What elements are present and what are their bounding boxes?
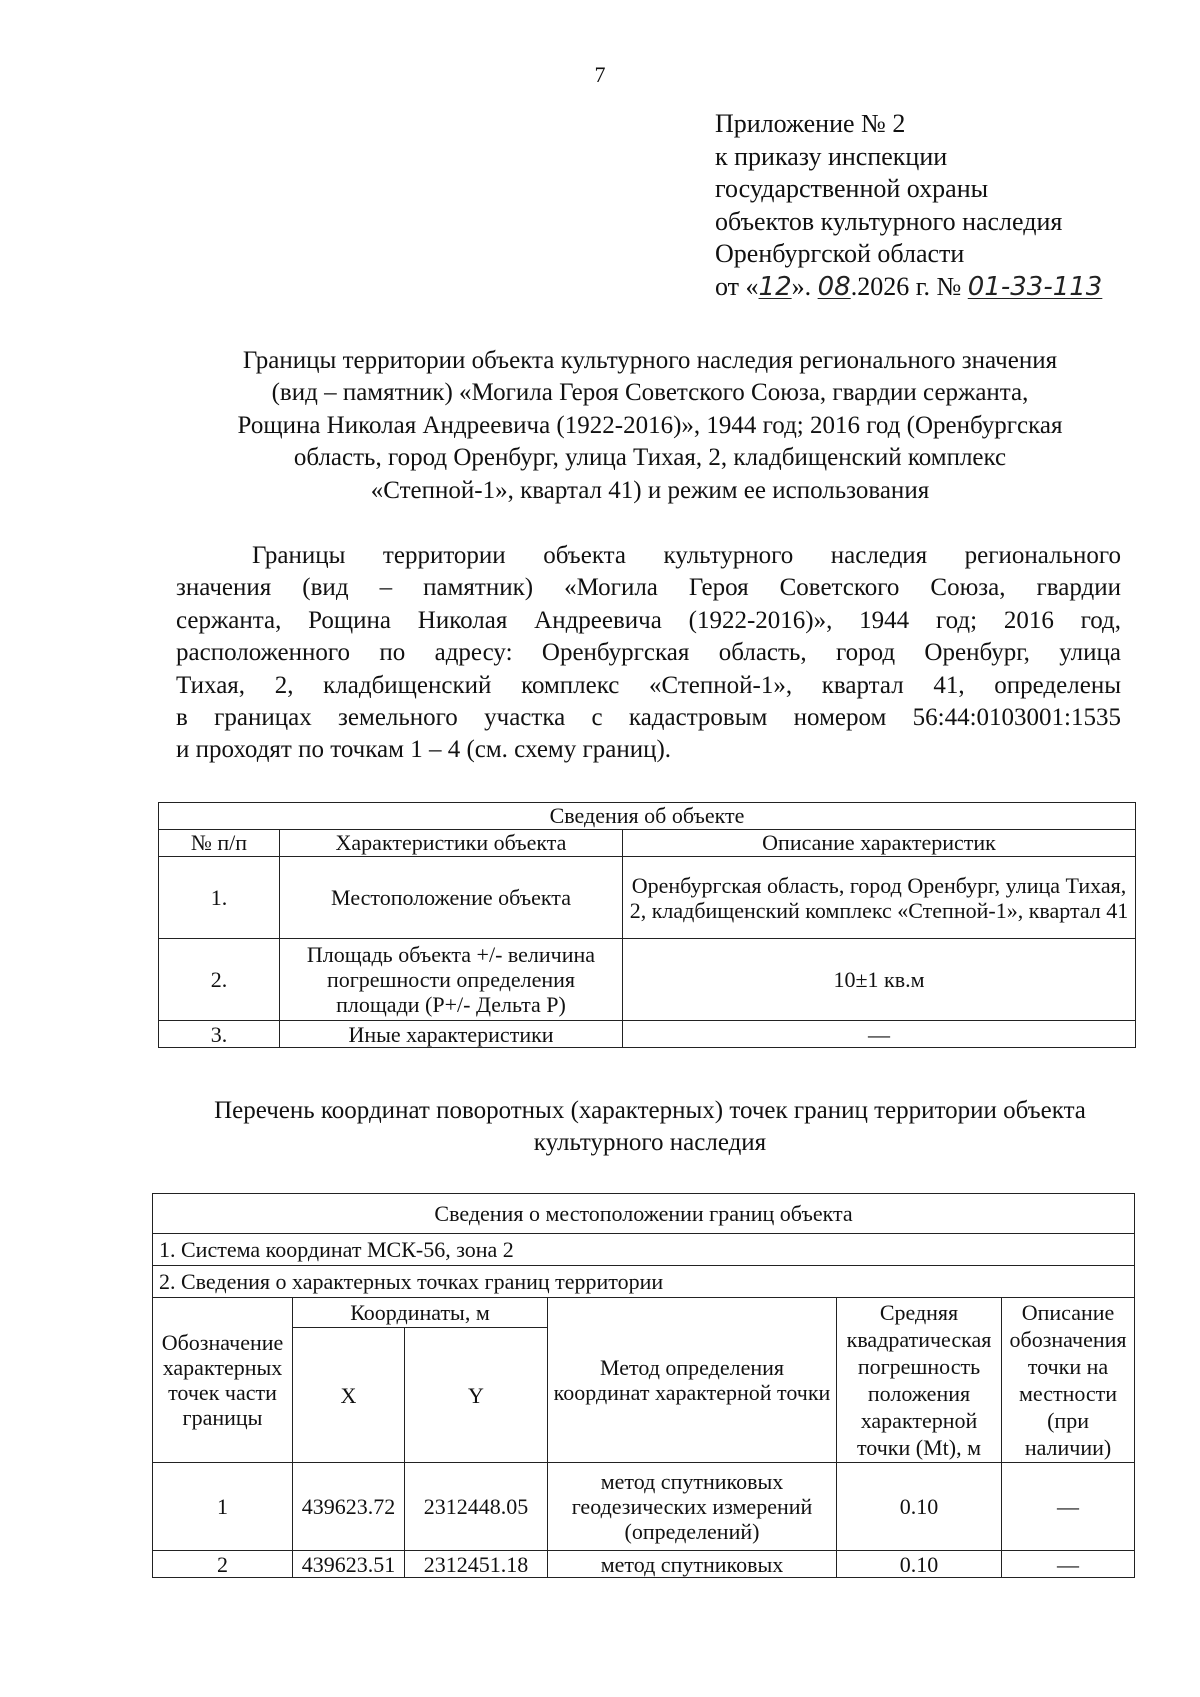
column-header: Обозначение характерных точек части границы bbox=[153, 1298, 293, 1463]
appendix-line: Оренбургской области bbox=[715, 239, 965, 268]
order-date-line bbox=[715, 271, 1155, 304]
cell-method: метод спутниковых bbox=[548, 1551, 837, 1578]
appendix-block bbox=[715, 108, 1155, 303]
cell-error: 0.10 bbox=[837, 1463, 1002, 1551]
document-title bbox=[170, 345, 1130, 507]
row-description: 10±1 кв.м bbox=[623, 939, 1136, 1021]
page-number: 7 bbox=[594, 62, 606, 87]
cell-description: — bbox=[1002, 1551, 1135, 1578]
cell-description: — bbox=[1002, 1463, 1135, 1551]
column-header: Средняя квадратическая погрешность положения характерной точки (Mt), м bbox=[837, 1298, 1002, 1463]
date-prefix: от « bbox=[715, 271, 759, 301]
order-number-handwritten: 01-33-113 bbox=[967, 271, 1103, 302]
column-header: № п/п bbox=[159, 830, 280, 857]
cell-y: 2312451.18 bbox=[405, 1551, 548, 1578]
paragraph-line: Границы территории объекта культурного наследия регионального bbox=[252, 542, 1121, 569]
paragraph-line: значения (вид – памятник) «Могила Героя Советского Союза, гвардии bbox=[176, 574, 1121, 602]
coordinate-system: 1. Система координат МСК-56, зона 2 bbox=[153, 1234, 1135, 1266]
column-header: Метод определения координат характерной точки bbox=[548, 1298, 837, 1463]
title-line: Рощина Николая Андреевича (1922-2016)», 1944 год; 2016 год (Оренбургская bbox=[237, 411, 1063, 439]
paragraph-line: в границах земельного участка с кадастровым номером 56:44:0103001:1535 bbox=[176, 704, 1121, 732]
table-row bbox=[159, 939, 1136, 1021]
column-header: Описание характеристик bbox=[623, 830, 1136, 857]
cell-error: 0.10 bbox=[837, 1551, 1002, 1578]
date-mid: ». bbox=[791, 271, 812, 301]
appendix-line: объектов культурного наследия bbox=[715, 206, 1063, 236]
paragraph-line: и проходят по точкам 1 – 4 (см. схему границ). bbox=[176, 736, 672, 764]
cell-x: 439623.51 bbox=[293, 1551, 405, 1578]
row-characteristic: Площадь объекта +/- величина погрешности определения площади (Р+/- Дельта Р) bbox=[280, 939, 623, 1021]
cell-method: метод спутниковых геодезических измерений (определений) bbox=[548, 1463, 837, 1551]
points-caption: 2. Сведения о характерных точках границ территории bbox=[153, 1266, 1135, 1298]
cell-y: 2312448.05 bbox=[405, 1463, 548, 1551]
row-description: — bbox=[623, 1021, 1136, 1048]
paragraph-line: сержанта, Рощина Николая Андреевича (1922-2016)», 1944 год; 2016 год, bbox=[176, 606, 1121, 634]
coordinates-table bbox=[152, 1193, 1135, 1578]
column-header: Описание обозначения точки на местности (при наличии) bbox=[1002, 1298, 1135, 1463]
table-caption: Сведения о местоположении границ объекта bbox=[153, 1194, 1135, 1234]
paragraph-line: Тихая, 2, кладбищенский комплекс «Степной-1», квартал 41, определены bbox=[176, 671, 1121, 699]
row-description: Оренбургская область, город Оренбург, улица Тихая, 2, кладбищенский комплекс «Степной-1», квартал 41 bbox=[623, 857, 1136, 939]
object-info-table bbox=[158, 802, 1136, 1048]
row-characteristic: Местоположение объекта bbox=[280, 857, 623, 939]
table-caption: Сведения об объекте bbox=[159, 803, 1136, 830]
appendix-line: государственной охраны bbox=[715, 174, 989, 203]
column-header: X bbox=[293, 1328, 405, 1463]
row-number: 3. bbox=[159, 1021, 280, 1048]
coordinates-heading: Перечень координат поворотных (характерных) точек границ территории объекта культурного наследия bbox=[214, 1097, 1086, 1156]
column-header: Y bbox=[405, 1328, 548, 1463]
appendix-line: к приказу инспекции bbox=[715, 141, 948, 171]
title-line: (вид – памятник) «Могила Героя Советского Союза, гвардии сержанта, bbox=[271, 379, 1029, 407]
cell-point: 2 bbox=[153, 1551, 293, 1578]
boundary-paragraph bbox=[176, 540, 1121, 767]
column-header: Характеристики объекта bbox=[280, 830, 623, 857]
paragraph-line: расположенного по адресу: Оренбургская область, город Оренбург, улица bbox=[176, 639, 1121, 667]
title-line: Границы территории объекта культурного наследия регионального значения bbox=[242, 347, 1058, 374]
table-row bbox=[159, 1021, 1136, 1048]
row-number: 1. bbox=[159, 857, 280, 939]
column-header: Координаты, м bbox=[293, 1298, 548, 1328]
date-month-handwritten: 08 bbox=[817, 271, 851, 302]
date-day-handwritten: 12 bbox=[758, 271, 792, 302]
cell-x: 439623.72 bbox=[293, 1463, 405, 1551]
date-year: .2026 г. № bbox=[850, 271, 962, 301]
row-number: 2. bbox=[159, 939, 280, 1021]
appendix-line: Приложение № 2 bbox=[715, 109, 906, 138]
table-row bbox=[153, 1551, 1135, 1578]
table-row bbox=[159, 857, 1136, 939]
title-line: «Степной-1», квартал 41) и режим ее использования bbox=[370, 476, 930, 504]
cell-point: 1 bbox=[153, 1463, 293, 1551]
table-row bbox=[153, 1463, 1135, 1551]
title-line: область, город Оренбург, улица Тихая, 2, кладбищенский комплекс bbox=[293, 444, 1007, 472]
row-characteristic: Иные характеристики bbox=[280, 1021, 623, 1048]
